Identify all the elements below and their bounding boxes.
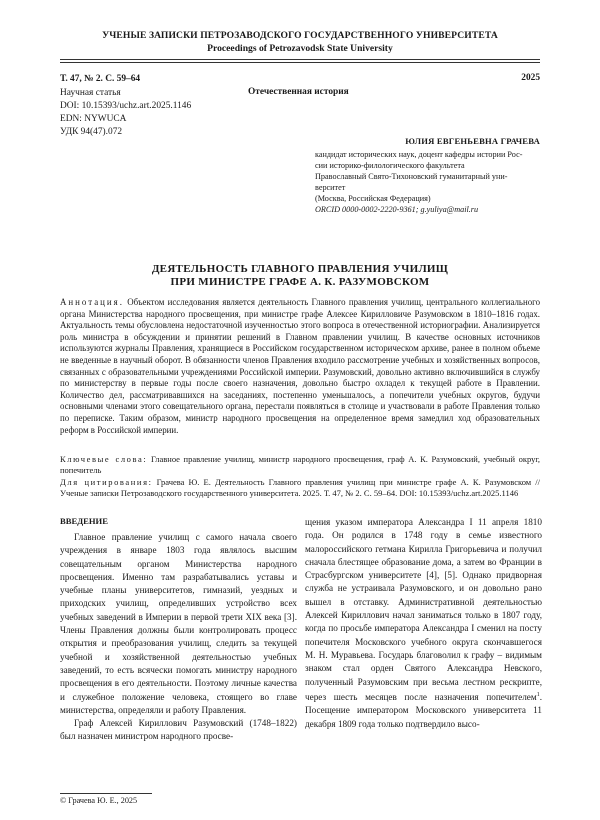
keywords-label: Ключевые слова:: [60, 454, 148, 464]
body-column-right: [305, 516, 542, 731]
aff-line: кандидат исторических наук, доцент кафедры истории Рос-: [315, 150, 523, 159]
footer-rule: [60, 793, 152, 794]
author-affiliation: [315, 149, 543, 215]
aff-line: (Москва, Российская Федерация): [315, 194, 431, 203]
paragraph: [305, 516, 542, 731]
paragraph: Граф Алексей Кириллович Разумовский (1748–1822) был назначен министром народного просве-: [60, 718, 297, 742]
copyright: © Грачева Ю. Е., 2025: [60, 796, 138, 805]
abstract: [60, 297, 540, 436]
keywords: [60, 454, 540, 476]
header-rule-top: [60, 59, 540, 60]
citation-text: Грачева Ю. Е. Деятельность Главного правления училищ при министре графе А. К. Разумовском // Ученые записки Петрозаводского государственного университета. 2025. Т. 47, № 2. С. 59–64. DOI: 10.15393/uchz.art.2025.1146: [60, 477, 540, 498]
author-name: ЮЛИЯ ЕВГЕНЬЕВНА ГРАЧЕВА: [405, 136, 540, 146]
aff-line: Православный Свято-Тихоновский гуманитарный уни-: [315, 172, 508, 181]
section-heading-introduction: ВВЕДЕНИЕ: [60, 516, 108, 526]
journal-name-ru: УЧЕНЫЕ ЗАПИСКИ ПЕТРОЗАВОДСКОГО ГОСУДАРСТВЕННОГО УНИВЕРСИТЕТА: [102, 30, 498, 41]
abstract-label: Аннотация.: [60, 297, 124, 307]
udk: УДК 94(47).072: [60, 127, 123, 137]
year: 2025: [521, 73, 540, 83]
paragraph-text: щения указом императора Александра I 11 апреля 1810 года. Он родился в 1748 году в семье известного малороссийского гетмана Кирилла Григорьевича и получил сначала блестящее образование дома, а затем во Франции в Страсбургском университете [4], [5]. Однако придворная служба не устраивала Разумовского, и он довольно рано вышел в отставку. Административной деятельностью Алексей Кириллович начал заниматься только в 1807 году, когда по просьбе императора Александра I сменил на посту попечителя Московского учебного округа скончавшегося М. Н. Муравьева. Государь благоволил к графу – видимым знаком стал орден Святого Александра Невского, полученный Разумовским при весьма лестном рескрипте, через шесть месяцев после назначения попечителем: [305, 517, 542, 702]
article-type: Научная статья: [60, 88, 121, 98]
footnote-marker: 1: [536, 691, 540, 698]
citation: [60, 477, 540, 499]
aff-line: сии историко-филологического факультета: [315, 161, 465, 170]
orcid-email: ORCID 0000-0002-2220-9361; g.yuliya@mail.ru: [315, 205, 479, 214]
keywords-text: Главное правление училищ, министр народного просвещения, граф А. К. Разумовский, учебный округ, попечитель: [60, 454, 540, 475]
body-column-left: [60, 531, 297, 744]
article-title-line1: ДЕЯТЕЛЬНОСТЬ ГЛАВНОГО ПРАВЛЕНИЯ УЧИЛИЩ: [151, 263, 449, 275]
article-title-line2: ПРИ МИНИСТРЕ ГРАФЕ А. К. РАЗУМОВСКОМ: [170, 276, 430, 288]
abstract-text: Объектом исследования является деятельность Главного правления училищ, центрального коллегиального органа Министерства народного просвещения, при министре графе Алексее Кирилловиче Разумовском в 1810–1816 годах. Актуальность темы обусловлена недостаточной изученностью этого вопроса в отечественной историографии. Анализируется роль министра в обсуждении и принятии решений в Главном правлении училищ. В качестве основных источников используются журналы Правления, хранящиеся в Российском государственном историческом архиве, ранее в полном объеме не введенные в научный оборот. В обязанности членов Правления входило рассмотрение учебных и хозяйственных вопросов, связанных с образовательными учреждениями Российской империи. Разумовский, довольно активно включившийся в службу по министерству в первые годы после своего назначения, довольно быстро охладел к текущей работе в Правлении. Количество дел, рассматривавшихся на заседаниях, постепенно уменьшалось, а попечители учебных округов, будучи основными членами этого совещательного органа, перестали появляться в столице и участвовали в работе Правления только по переписке. Таким образом, министр народного просвещения на определенное время замедлил ход образовательных реформ в Российской империи.: [60, 297, 541, 435]
paragraph-text: . Посещение императором Московского университета 11 декабря 1809 года только подтвердило высо-: [305, 691, 542, 729]
aff-line: верситет: [315, 183, 346, 192]
edn: EDN: NYWUCA: [60, 114, 127, 124]
header-rule-bottom: [60, 62, 540, 63]
citation-label: Для цитирования:: [60, 477, 153, 487]
volume-pages: Т. 47, № 2. С. 59–64: [60, 74, 141, 84]
paragraph: Главное правление училищ с самого начала своего учреждения в январе 1803 года являлось высшим совещательным органом Министерства народного просвещения. Именно там разрабатывались уставы и учебные планы университетов, гимназий, уездных и приходских училищ, определивших устройство всех учебных заведений в Империи в первой трети XIX века [3]. Члены Правления должны были контролировать процесс открытия и преобразования училищ, следить за текущей учебной и хозяйственной деятельностью учебных заведений, то есть всячески помогать министру народного просвещения в его деятельности. Поэтому личные качества и служебное положение человека, стоящего во главе министерства, определяли и работу Правления.: [60, 532, 297, 715]
section-name: Отечественная история: [248, 87, 349, 97]
doi: DOI: 10.15393/uchz.art.2025.1146: [60, 101, 192, 111]
journal-name-en: Proceedings of Petrozavodsk State University: [207, 43, 393, 54]
